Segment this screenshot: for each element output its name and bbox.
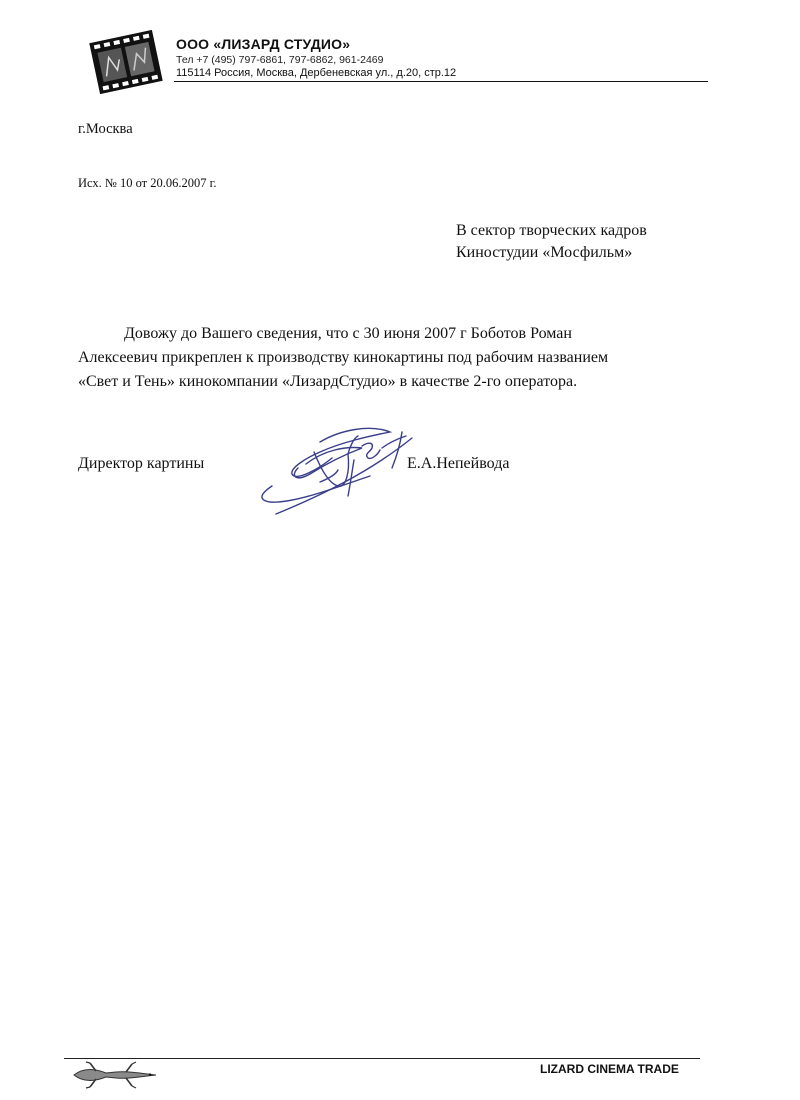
body-line: «Свет и Тень» кинокомпании «ЛизардСтудио» в качестве 2-го оператора. — [78, 373, 578, 390]
lizard-logo-icon — [70, 1059, 162, 1091]
signatory-title: Директор картины — [78, 455, 205, 472]
signatory-name: Е.А.Непейвода — [407, 455, 510, 472]
recipient-line: В сектор творческих кадров — [456, 222, 647, 239]
recipient-block — [456, 220, 647, 264]
recipient-line: Киностудии «Мосфильм» — [456, 244, 633, 261]
footer-brand: LIZARD CINEMA TRADE — [540, 1062, 679, 1076]
body-line: Довожу до Вашего сведения, что с 30 июня 2007 г Боботов Роман — [124, 325, 572, 342]
company-phone: Тел +7 (495) 797-6861, 797-6862, 961-2469 — [176, 54, 384, 66]
film-strip-logo-icon — [88, 28, 164, 96]
outgoing-reference: Исх. № 10 от 20.06.2007 г. — [78, 176, 217, 190]
company-address: 115114 Россия, Москва, Дербеневская ул., д.20, стр.12 — [176, 67, 457, 79]
header-divider — [174, 81, 708, 82]
letter-body — [78, 322, 708, 394]
handwritten-signature — [250, 402, 420, 528]
company-name: ООО «ЛИЗАРД СТУДИО» — [176, 36, 351, 52]
letter-city: г.Москва — [78, 121, 133, 137]
body-line: Алексеевич прикреплен к производству кинокартины под рабочим названием — [78, 349, 609, 366]
